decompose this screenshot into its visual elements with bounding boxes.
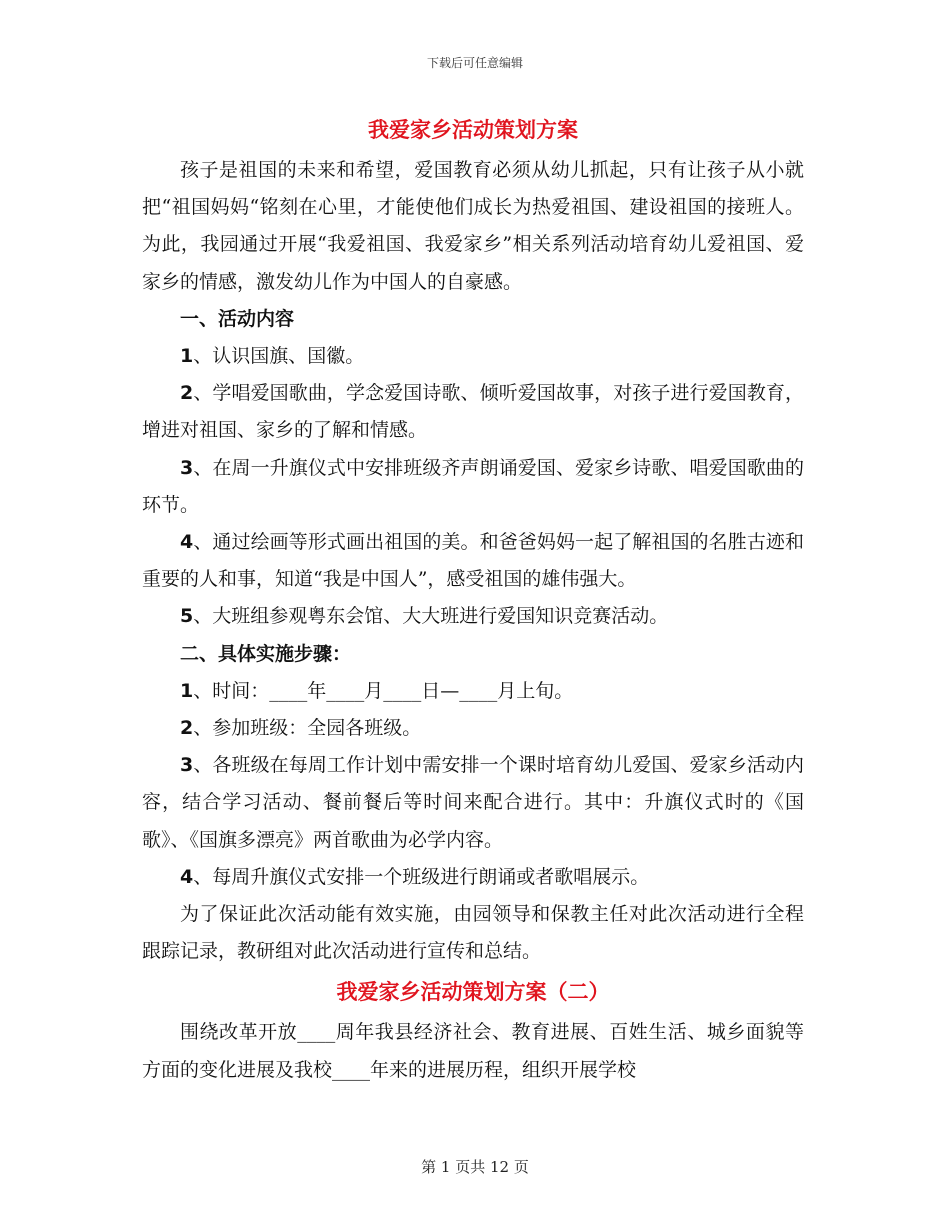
item-text: 、参加班级：全园各班级。 xyxy=(193,717,422,740)
item-text: 、通过绘画等形式画出祖国的美。和爸爸妈妈一起了解祖国的名胜古迹和重要的人和事，知道“我是中国人”，感受祖国的雄伟强大。 xyxy=(142,531,804,591)
list-item xyxy=(142,450,804,524)
item-text: 、大班组参观粤东会馆、大大班进行爱国知识竞赛活动。 xyxy=(193,605,669,628)
page-header: 下载后可任意编辑 xyxy=(426,56,523,70)
item-number: 2 xyxy=(180,717,194,740)
document-body xyxy=(142,108,804,1089)
item-number: 5 xyxy=(180,605,194,628)
list-item xyxy=(142,673,804,710)
item-number: 1 xyxy=(180,679,194,702)
item-text: 、学唱爱国歌曲，学念爱国诗歌、倾听爱国故事，对孩子进行爱国教育，增进对祖国、家乡的了解和情感。 xyxy=(142,382,804,442)
list-item xyxy=(142,338,804,375)
item-number: 3 xyxy=(180,456,194,479)
list-item xyxy=(142,859,804,896)
item-number: 4 xyxy=(180,531,194,554)
list-item xyxy=(142,524,804,598)
list-item xyxy=(142,375,804,449)
section-heading-activity-content: 一、活动内容 xyxy=(180,307,295,330)
item-number: 2 xyxy=(180,382,194,405)
page-footer: 第 1 页共 12 页 xyxy=(421,1158,529,1176)
item-text: 、每周升旗仪式安排一个班级进行朗诵或者歌唱展示。 xyxy=(193,865,650,888)
intro-paragraph: 孩子是祖国的未来和希望，爱国教育必须从幼儿抓起，只有让孩子从小就把“祖国妈妈“铭刻在心里，才能使他们成长为热爱祖国、建设祖国的接班人。为此，我园通过开展“我爱祖国、我爱家乡”相关系列活动培育幼儿爱祖国、爱家乡的情感，激发幼儿作为中国人的自豪感。 xyxy=(142,159,804,293)
item-number: 4 xyxy=(180,865,194,888)
list-item xyxy=(142,598,804,635)
list-item xyxy=(142,747,804,859)
item-text: 、在周一升旗仪式中安排班级齐声朗诵爱国、爱家乡诗歌、唱爱国歌曲的环节。 xyxy=(142,456,804,516)
document-title: 我爱家乡活动策划方案 xyxy=(368,118,578,142)
item-text: 、各班级在每周工作计划中需安排一个课时培育幼儿爱国、爱家乡活动内容，结合学习活动、餐前餐后等时间来配合进行。其中：升旗仪式时的《国歌》、《国旗多漂亮》两首歌曲为必学内容。 xyxy=(142,754,804,851)
section-heading-implementation-steps: 二、具体实施步骤： xyxy=(180,642,352,665)
closing-paragraph: 为了保证此次活动能有效实施，由园领导和保教主任对此次活动进行全程跟踪记录，教研组对此次活动进行宣传和总结。 xyxy=(142,903,804,963)
item-text: 、认识国旗、国徽。 xyxy=(193,345,365,368)
item-number: 3 xyxy=(180,754,194,777)
second-document-title: 我爱家乡活动策划方案（二） xyxy=(336,980,610,1005)
list-item xyxy=(142,710,804,747)
second-intro-paragraph: 围绕改革开放____周年我县经济社会、教育进展、百姓生活、城乡面貌等方面的变化进展及我校____年来的进展历程，组织开展学校 xyxy=(142,1021,804,1081)
item-text: 、时间：____年____月____日—____月上旬。 xyxy=(193,679,574,702)
item-number: 1 xyxy=(180,345,194,368)
